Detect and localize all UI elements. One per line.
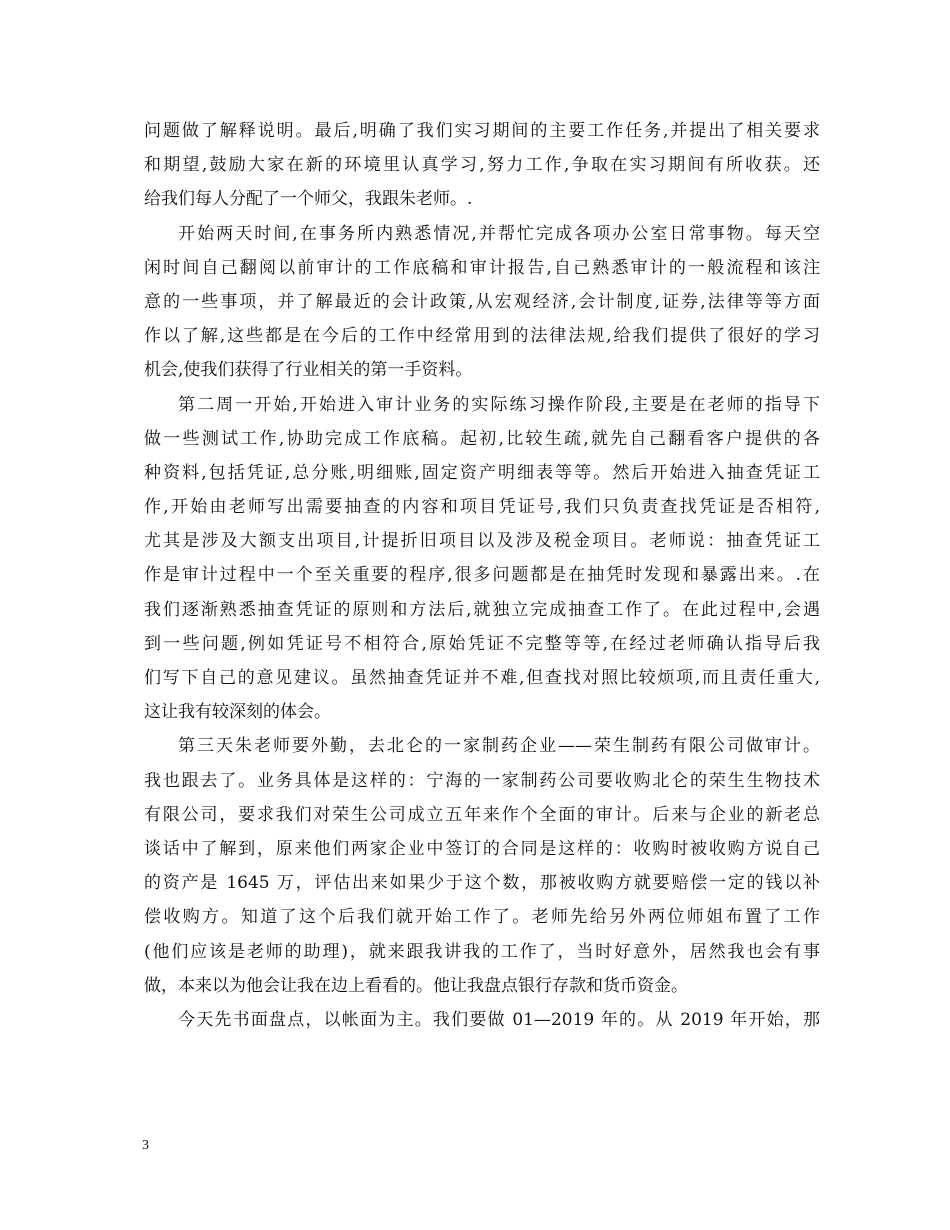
text-line: 这让我有较深刻的体会。 bbox=[144, 702, 331, 723]
text-line: 到一些问题,例如凭证号不相符合,原始凭证不完整等等,在经过老师确认指导后我 bbox=[144, 633, 820, 654]
paragraph-3 bbox=[144, 388, 820, 730]
text-line: 意的一些事项，并了解最近的会计政策,从宏观经济,会计制度,证券,法律等等方面 bbox=[144, 291, 820, 312]
text-line: 和期望,鼓励大家在新的环境里认真学习,努力工作,争取在实习期间有所收获。还 bbox=[144, 155, 820, 176]
text-line: 作,开始由老师写出需要抽查的内容和项目凭证号,我们只负责查找凭证是否相符, bbox=[144, 497, 820, 518]
text-line: 第二周一开始,开始进入审计业务的实际练习操作阶段,主要是在老师的指导下 bbox=[178, 394, 820, 415]
paragraph-5 bbox=[144, 1003, 820, 1037]
text-line: 今天先书面盘点，以帐面为主。我们要做 01—2019 年的。从 2019 年开始，那 bbox=[178, 1009, 820, 1030]
text-line: 给我们每人分配了一个师父，我跟朱老师。. bbox=[144, 189, 473, 210]
text-line: 作是审计过程中一个至关重要的程序,很多问题都是在抽凭时发现和暴露出来。.在 bbox=[144, 565, 820, 586]
text-line: 问题做了解释说明。最后,明确了我们实习期间的主要工作任务,并提出了相关要求 bbox=[144, 121, 820, 141]
document-body bbox=[144, 114, 820, 1037]
text-line: 偿收购方。知道了这个后我们就开始工作了。老师先给另外两位师姐布置了工作 bbox=[144, 907, 820, 928]
text-line: (他们应该是老师的助理)，就来跟我讲我的工作了，当时好意外，居然我也会有事 bbox=[144, 941, 820, 962]
text-line: 我们逐渐熟悉抽查凭证的原则和方法后,就独立完成抽查工作了。在此过程中,会遇 bbox=[144, 599, 820, 620]
text-line: 尤其是涉及大额支出项目,计提折旧项目以及涉及税金项目。老师说：抽查凭证工 bbox=[144, 531, 820, 552]
text-line: 开始两天时间,在事务所内熟悉情况,并帮忙完成各项办公室日常事物。每天空 bbox=[178, 223, 820, 244]
text-line: 作以了解,这些都是在今后的工作中经常用到的法律法规,给我们提供了很好的学习 bbox=[144, 326, 820, 347]
text-line: 第三天朱老师要外勤，去北仑的一家制药企业——荣生制药有限公司做审计。 bbox=[178, 736, 820, 757]
text-line: 机会,使我们获得了行业相关的第一手资料。 bbox=[144, 360, 473, 381]
text-line: 有限公司，要求我们对荣生公司成立五年来作个全面的审计。后来与企业的新老总 bbox=[144, 804, 820, 825]
text-line: 种资料,包括凭证,总分账,明细账,固定资产明细表等等。然后开始进入抽查凭证工 bbox=[144, 462, 820, 483]
text-line: 做一些测试工作,协助完成工作底稿。起初,比较生疏,就先自己翻看客户提供的各 bbox=[144, 428, 820, 449]
text-line: 闲时间自己翻阅以前审计的工作底稿和审计报告,自己熟悉审计的一般流程和该注 bbox=[144, 257, 820, 278]
text-line: 做，本来以为他会让我在边上看看的。他让我盘点银行存款和货币资金。 bbox=[144, 975, 688, 996]
page-number: 3 bbox=[142, 1138, 149, 1153]
paragraph-4 bbox=[144, 729, 820, 1003]
text-line: 我也跟去了。业务具体是这样的：宁海的一家制药公司要收购北仑的荣生生物技术 bbox=[144, 770, 820, 791]
text-line: 谈话中了解到，原来他们两家企业中签订的合同是这样的：收购时被收购方说自己 bbox=[144, 838, 820, 859]
paragraph-2 bbox=[144, 217, 820, 388]
paragraph-1 bbox=[144, 114, 820, 217]
text-line: 们写下自己的意见建议。虽然抽查凭证并不难,但查找对照比较烦项,而且责任重大, bbox=[144, 668, 820, 688]
text-line: 的资产是 1645 万，评估出来如果少于这个数，那被收购方就要赔偿一定的钱以补 bbox=[144, 873, 820, 894]
